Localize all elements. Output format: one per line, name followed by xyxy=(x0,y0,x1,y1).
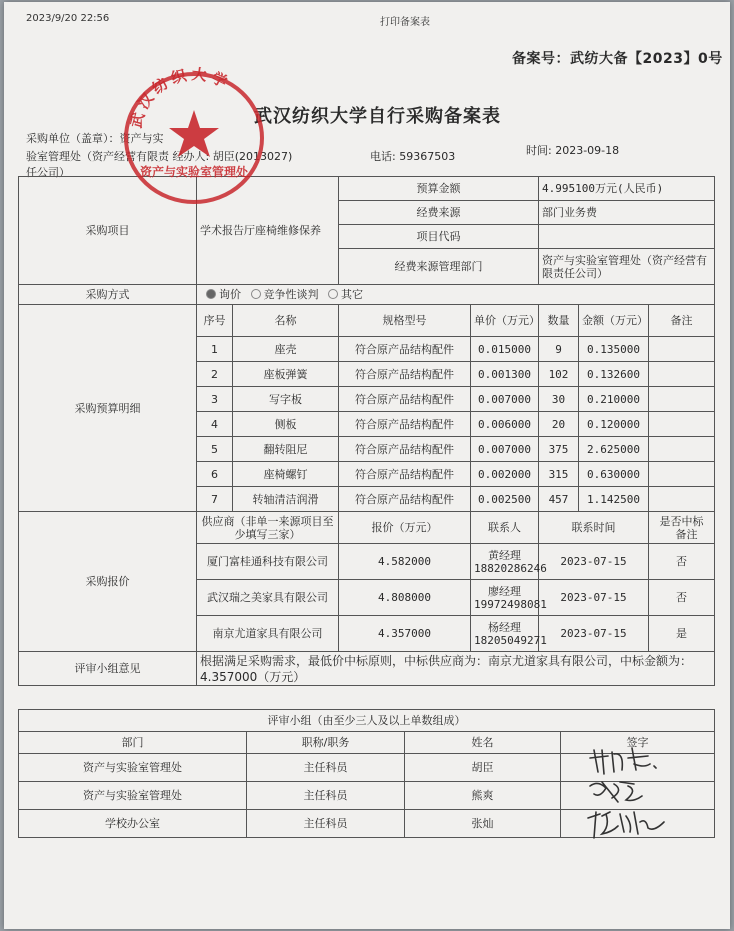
item-note xyxy=(649,337,715,362)
seal-inner-text: 资产与实验室管理处 xyxy=(139,165,249,179)
official-seal xyxy=(110,58,276,208)
seal-star-icon xyxy=(169,110,219,157)
item-price: 0.002000 xyxy=(471,462,539,487)
project-name: 学术报告厅座椅维修保养 xyxy=(197,177,339,285)
item-amount: 0.135000 xyxy=(579,337,649,362)
seal-outer-text: 武汉纺织大学 xyxy=(126,65,234,130)
item-price: 0.002500 xyxy=(471,487,539,512)
item-note xyxy=(649,487,715,512)
col-header-amount: 金额（万元） xyxy=(579,305,649,337)
svg-text:武汉纺织大学 xyxy=(127,65,234,130)
review-team-title: 评审小组（由至少三人及以上单数组成） xyxy=(19,710,715,732)
quote-won: 否 xyxy=(676,591,688,604)
record-date: 时间: 2023-09-18 xyxy=(526,144,620,157)
procurement-table xyxy=(18,176,715,686)
item-name: 写字板 xyxy=(233,387,339,412)
item-no: 6 xyxy=(197,462,233,487)
col-header-spec: 规格型号 xyxy=(339,305,471,337)
team-header-title: 职称/职务 xyxy=(247,732,405,754)
project-code-label: 项目代码 xyxy=(339,225,539,249)
item-spec: 符合原产品结构配件 xyxy=(339,412,471,437)
quote-price: 4.357000 xyxy=(339,616,471,652)
item-spec: 符合原产品结构配件 xyxy=(339,387,471,412)
member-name: 张灿 xyxy=(405,810,561,838)
quote-header-note-text: 备注 xyxy=(675,527,698,541)
budget-label: 预算金额 xyxy=(339,177,539,201)
quote-contact-phone: 19972498081 xyxy=(474,597,547,611)
phone-number: 电话: 59367503 xyxy=(370,150,456,163)
method-options xyxy=(197,285,715,305)
member-dept: 资产与实验室管理处 xyxy=(19,782,247,810)
quote-header-supplier: 供应商（非单一来源项目至少填写三家） xyxy=(197,512,339,544)
item-no: 5 xyxy=(197,437,233,462)
item-spec: 符合原产品结构配件 xyxy=(339,487,471,512)
document-page xyxy=(4,2,730,929)
quote-contact xyxy=(471,580,547,616)
quote-won: 是 xyxy=(676,627,688,640)
quote-won: 否 xyxy=(676,555,688,568)
quote-price: 4.808000 xyxy=(339,580,471,616)
method-label: 采购方式 xyxy=(19,285,197,305)
item-price: 0.015000 xyxy=(471,337,539,362)
item-name: 侧板 xyxy=(233,412,339,437)
print-timestamp: 2023/9/20 22:56 xyxy=(26,13,110,24)
quote-time: 2023-07-15 xyxy=(539,580,649,616)
item-no: 2 xyxy=(197,362,233,387)
quote-contact-name: 杨经理 xyxy=(488,620,521,634)
item-name: 座壳 xyxy=(233,337,339,362)
item-name: 座板弹簧 xyxy=(233,362,339,387)
item-note xyxy=(649,462,715,487)
item-spec: 符合原产品结构配件 xyxy=(339,437,471,462)
quote-header-contact: 联系人 xyxy=(471,512,539,544)
item-qty: 102 xyxy=(539,362,579,387)
item-amount: 0.132600 xyxy=(579,362,649,387)
radio-other[interactable] xyxy=(328,289,338,299)
item-no: 4 xyxy=(197,412,233,437)
budget-detail-label: 采购预算明细 xyxy=(19,305,197,512)
fund-source-label: 经费来源 xyxy=(339,201,539,225)
member-title: 主任科员 xyxy=(247,810,405,838)
item-note xyxy=(649,387,715,412)
quote-contact-phone: 18820286246 xyxy=(474,561,547,575)
quote-won-cell xyxy=(649,616,715,652)
item-price: 0.007000 xyxy=(471,437,539,462)
item-qty: 457 xyxy=(539,487,579,512)
item-no: 7 xyxy=(197,487,233,512)
item-qty: 20 xyxy=(539,412,579,437)
item-qty: 375 xyxy=(539,437,579,462)
fund-dept-label: 经费来源管理部门 xyxy=(339,249,539,285)
item-price: 0.006000 xyxy=(471,412,539,437)
item-qty: 9 xyxy=(539,337,579,362)
quotes-label: 采购报价 xyxy=(19,512,197,652)
col-header-name: 名称 xyxy=(233,305,339,337)
print-title: 打印备案表 xyxy=(380,17,430,28)
quote-won-cell xyxy=(649,580,715,616)
item-price: 0.007000 xyxy=(471,387,539,412)
quote-header-won-text: 是否中标 xyxy=(659,514,704,528)
quote-contact xyxy=(471,616,547,652)
item-name: 翻转阻尼 xyxy=(233,437,339,462)
fund-dept-value: 资产与实验室管理处（资产经营有限责任公司） xyxy=(539,249,715,285)
member-title: 主任科员 xyxy=(247,782,405,810)
method-option-inquiry: 询价 xyxy=(219,288,241,301)
radio-negotiation[interactable] xyxy=(251,289,261,299)
team-header-name: 姓名 xyxy=(405,732,561,754)
member-dept: 资产与实验室管理处 xyxy=(19,754,247,782)
item-amount: 1.142500 xyxy=(579,487,649,512)
fund-source-value: 部门业务费 xyxy=(539,201,715,225)
quote-contact-phone: 18205049271 xyxy=(474,633,547,647)
record-number: 备案号：武纺大备【2023】0号 xyxy=(512,51,723,67)
quote-supplier: 厦门富桂通科技有限公司 xyxy=(197,544,339,580)
col-header-no: 序号 xyxy=(197,305,233,337)
item-spec: 符合原产品结构配件 xyxy=(339,337,471,362)
project-label: 采购项目 xyxy=(19,177,197,285)
item-note xyxy=(649,412,715,437)
quote-contact-name: 廖经理 xyxy=(488,584,521,598)
item-amount: 0.210000 xyxy=(579,387,649,412)
quote-supplier: 武汉瑞之美家具有限公司 xyxy=(197,580,339,616)
item-spec: 符合原产品结构配件 xyxy=(339,462,471,487)
quote-time: 2023-07-15 xyxy=(539,544,649,580)
item-note xyxy=(649,362,715,387)
method-option-other: 其它 xyxy=(341,288,363,301)
member-dept: 学校办公室 xyxy=(19,810,247,838)
quote-header-time: 联系时间 xyxy=(539,512,649,544)
purchasing-unit-line3: 任公司） xyxy=(26,166,70,179)
item-amount: 0.120000 xyxy=(579,412,649,437)
member-name: 胡臣 xyxy=(405,754,561,782)
member-name: 熊爽 xyxy=(405,782,561,810)
quote-contact-name: 黄经理 xyxy=(488,548,521,562)
item-name: 座椅螺钉 xyxy=(233,462,339,487)
item-amount: 2.625000 xyxy=(579,437,649,462)
project-code-value xyxy=(539,225,715,249)
quote-supplier: 南京尤道家具有限公司 xyxy=(197,616,339,652)
item-qty: 30 xyxy=(539,387,579,412)
quote-header-price: 报价（万元） xyxy=(339,512,471,544)
quote-header-won xyxy=(649,512,715,544)
member-title: 主任科员 xyxy=(247,754,405,782)
col-header-qty: 数量 xyxy=(539,305,579,337)
item-spec: 符合原产品结构配件 xyxy=(339,362,471,387)
team-header-sign: 签字 xyxy=(561,732,715,754)
purchasing-unit-line1: 采购单位（盖章）：资产与实 xyxy=(26,132,164,145)
item-amount: 0.630000 xyxy=(579,462,649,487)
review-opinion-text: 根据满足采购需求，最低价中标原则，中标供应商为：南京尤道家具有限公司，中标金额为：4.357000（万元） xyxy=(197,652,715,686)
handwritten-signatures xyxy=(584,742,694,842)
radio-inquiry[interactable] xyxy=(206,289,216,299)
quote-price: 4.582000 xyxy=(339,544,471,580)
team-header-dept: 部门 xyxy=(19,732,247,754)
review-opinion-label: 评审小组意见 xyxy=(19,652,197,686)
quote-won-cell xyxy=(649,544,715,580)
item-note xyxy=(649,437,715,462)
item-qty: 315 xyxy=(539,462,579,487)
col-header-price: 单价（万元） xyxy=(471,305,539,337)
item-price: 0.001300 xyxy=(471,362,539,387)
quote-time: 2023-07-15 xyxy=(539,616,649,652)
col-header-note: 备注 xyxy=(649,305,715,337)
item-no: 3 xyxy=(197,387,233,412)
budget-value: 4.995100万元(人民币) xyxy=(539,177,715,201)
item-no: 1 xyxy=(197,337,233,362)
document-title: 武汉纺织大学自行采购备案表 xyxy=(254,106,501,127)
method-option-negotiation: 竞争性谈判 xyxy=(263,288,319,301)
purchasing-unit-line2: 验室管理处（资产经营有限责 经办人: 胡臣(2013027) xyxy=(26,150,293,163)
quote-contact xyxy=(471,544,547,580)
item-name: 转轴清洁润滑 xyxy=(233,487,339,512)
